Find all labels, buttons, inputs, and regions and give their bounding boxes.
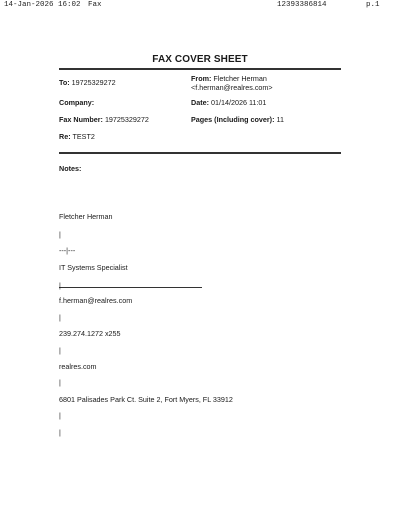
to-label: To: [59, 78, 70, 87]
signature-name: Fletcher Herman [59, 212, 113, 221]
re-label: Re: [59, 132, 71, 141]
fax-transmission-header [0, 0, 400, 12]
middle-divider [59, 152, 341, 154]
pages-label: Pages (Including cover): [191, 115, 275, 124]
signature-email: f.herman@realres.com [59, 296, 133, 305]
fax-number-field [59, 115, 149, 124]
to-field [59, 78, 116, 87]
top-divider [59, 68, 341, 70]
re-field [59, 132, 95, 141]
re-value: TEST2 [72, 132, 95, 141]
signature-job-title: IT Systems Specialist [59, 263, 128, 272]
fax-header-datetime: 14-Jan-2026 16:02 [4, 1, 81, 9]
signature-separator: | [59, 411, 61, 420]
signature-separator: | [59, 428, 61, 437]
signature-phone: 239.274.1272 x255 [59, 329, 121, 338]
signature-separator: | [59, 378, 61, 387]
date-value: 01/14/2026 11:01 [210, 98, 267, 107]
signature-website: realres.com [59, 362, 97, 371]
pages-field [191, 115, 284, 124]
notes-label: Notes: [59, 164, 82, 173]
fax-number-value: 19725329272 [104, 115, 149, 124]
notes-field [59, 164, 81, 173]
signature-separator: | [59, 281, 61, 290]
signature-separator: | [59, 230, 61, 239]
signature-separator: | [59, 313, 61, 322]
company-label: Company: [59, 98, 95, 107]
fax-number-label: Fax Number: [59, 115, 103, 124]
date-field [191, 98, 266, 107]
pages-value: 11 [276, 115, 284, 124]
signature-separator: | [59, 346, 61, 355]
from-email: <f.herman@realres.com> [191, 83, 273, 92]
signature-address: 6801 Palisades Park Ct. Suite 2, Fort Myers, FL 33912 [59, 395, 233, 404]
from-field [191, 74, 267, 83]
fax-header-label: Fax [88, 1, 102, 9]
signature-underline [59, 287, 202, 288]
company-field [59, 98, 94, 107]
from-name: Fletcher Herman [213, 74, 267, 83]
page-title: FAX COVER SHEET [152, 54, 248, 65]
from-label: From: [191, 74, 212, 83]
date-label: Date: [191, 98, 209, 107]
fax-header-page: p.1 [366, 1, 380, 9]
to-value: 19725329272 [71, 78, 116, 87]
signature-separator: ---|--- [59, 246, 76, 255]
fax-header-number: 12393386814 [277, 1, 327, 9]
